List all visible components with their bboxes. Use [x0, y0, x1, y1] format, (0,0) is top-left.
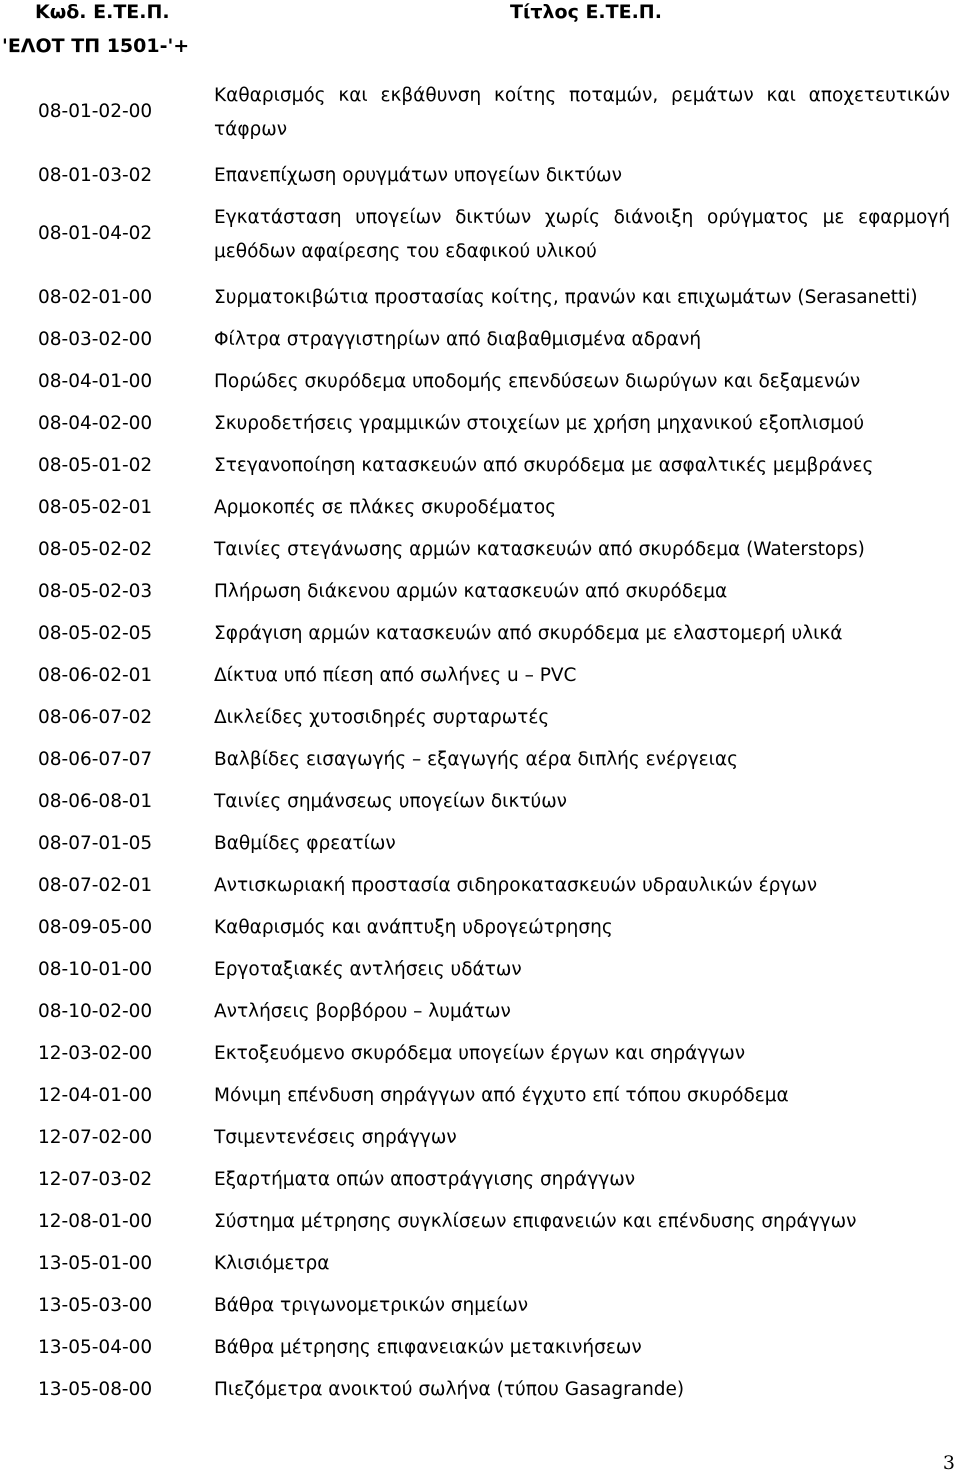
- table-row: [0, 953, 960, 995]
- table-row: [0, 1247, 960, 1289]
- spec-title: Βαλβίδες εισαγωγής – εξαγωγής αέρα διπλής ενέργειας: [214, 749, 738, 770]
- code-column-header: Κωδ. Ε.ΤΕ.Π.: [35, 1, 170, 23]
- spec-title: Καθαρισμός και εκβάθυνση κοίτης ποταμών, ρεμάτων και αποχετευτικών τάφρων: [214, 85, 950, 140]
- spec-code: 08-01-04-02: [38, 223, 153, 244]
- spec-code: 08-05-01-02: [38, 455, 153, 476]
- spec-code: 08-05-02-03: [38, 581, 153, 602]
- table-row: [0, 659, 960, 701]
- table-row: [0, 1205, 960, 1247]
- spec-title: Φίλτρα στραγγιστηρίων από διαβαθμισμένα αδρανή: [214, 329, 702, 350]
- spec-title: Αρμοκοπές σε πλάκες σκυροδέματος: [214, 497, 557, 518]
- spec-title: Επανεπίχωση ορυγμάτων υπογείων δικτύων: [214, 165, 623, 186]
- spec-title: Πλήρωση διάκενου αρμών κατασκευών από σκυρόδεμα: [214, 581, 728, 602]
- spec-table: [0, 79, 960, 1415]
- spec-code: 08-06-08-01: [38, 791, 153, 812]
- spec-code: 08-05-02-01: [38, 497, 153, 518]
- table-row: [0, 281, 960, 323]
- spec-title: Πορώδες σκυρόδεμα υποδομής επενδύσεων διωρύγων και δεξαμενών: [214, 371, 861, 392]
- table-row: [0, 533, 960, 575]
- spec-title: Αντισκωριακή προστασία σιδηροκατασκευών υδραυλικών έργων: [214, 875, 818, 896]
- spec-code: 08-10-01-00: [38, 959, 153, 980]
- table-row: [0, 743, 960, 785]
- table-row: [0, 827, 960, 869]
- table-row: [0, 701, 960, 743]
- spec-title: Καθαρισμός και ανάπτυξη υδρογεώτρησης: [214, 917, 613, 938]
- spec-title: Βάθρα τριγωνομετρικών σημείων: [214, 1295, 529, 1316]
- spec-code: 08-07-01-05: [38, 833, 153, 854]
- table-row: [0, 1121, 960, 1163]
- spec-code: 13-05-08-00: [38, 1379, 153, 1400]
- spec-code: 08-01-03-02: [38, 165, 153, 186]
- table-row: [0, 1373, 960, 1415]
- spec-code: 12-07-03-02: [38, 1169, 153, 1190]
- spec-code: 12-03-02-00: [38, 1043, 153, 1064]
- table-row: [0, 911, 960, 953]
- table-row: [0, 1289, 960, 1331]
- spec-code: 13-05-01-00: [38, 1253, 153, 1274]
- spec-code: 12-08-01-00: [38, 1211, 153, 1232]
- spec-code: 13-05-03-00: [38, 1295, 153, 1316]
- spec-code: 12-04-01-00: [38, 1085, 153, 1106]
- table-row: [0, 1037, 960, 1079]
- table-row: [0, 79, 960, 159]
- spec-title: Αντλήσεις βορβόρου – λυμάτων: [214, 1001, 511, 1022]
- spec-code: 13-05-04-00: [38, 1337, 153, 1358]
- standard-subheader: 'ΕΛΟΤ ΤΠ 1501-'+: [2, 35, 190, 57]
- spec-title: Δικλείδες χυτοσιδηρές συρταρωτές: [214, 707, 550, 728]
- spec-title: Σφράγιση αρμών κατασκευών από σκυρόδεμα με ελαστομερή υλικά: [214, 623, 843, 644]
- spec-title: Σύστημα μέτρησης συγκλίσεων επιφανειών και επένδυσης σηράγγων: [214, 1211, 857, 1232]
- spec-title: Πιεζόμετρα ανοικτού σωλήνα (τύπου Gasagrande): [214, 1379, 685, 1400]
- spec-title: Ταινίες σημάνσεως υπογείων δικτύων: [214, 791, 568, 812]
- spec-code: 08-05-02-02: [38, 539, 153, 560]
- table-header: [0, 0, 960, 72]
- spec-title: Μόνιμη επένδυση σηράγγων από έγχυτο επί τόπου σκυρόδεμα: [214, 1085, 789, 1106]
- spec-title: Στεγανοποίηση κατασκευών από σκυρόδεμα με ασφαλτικές μεμβράνες: [214, 455, 874, 476]
- spec-code: 08-04-02-00: [38, 413, 153, 434]
- table-row: [0, 365, 960, 407]
- table-row: [0, 1331, 960, 1373]
- spec-title: Συρματοκιβώτια προστασίας κοίτης, πρανών και επιχωμάτων (Serasanetti): [214, 287, 918, 308]
- spec-code: 08-06-07-02: [38, 707, 153, 728]
- spec-code: 08-07-02-01: [38, 875, 153, 896]
- spec-title: Σκυροδετήσεις γραμμικών στοιχείων με χρήση μηχανικού εξοπλισμού: [214, 413, 865, 434]
- table-row: [0, 407, 960, 449]
- spec-code: 12-07-02-00: [38, 1127, 153, 1148]
- table-row: [0, 617, 960, 659]
- spec-title: Εγκατάσταση υπογείων δικτύων χωρίς διάνοιξη ορύγματος με εφαρμογή μεθόδων αφαίρεσης του εδαφικού υλικού: [214, 207, 950, 262]
- spec-title: Βάθρα μέτρησης επιφανειακών μετακινήσεων: [214, 1337, 642, 1358]
- spec-code: 08-04-01-00: [38, 371, 153, 392]
- spec-title: Εργοταξιακές αντλήσεις υδάτων: [214, 959, 522, 980]
- page-number: 3: [942, 1452, 955, 1474]
- spec-code: 08-01-02-00: [38, 101, 153, 122]
- spec-title: Κλισιόμετρα: [214, 1253, 330, 1274]
- table-row: [0, 1163, 960, 1205]
- table-row: [0, 323, 960, 365]
- spec-code: 08-02-01-00: [38, 287, 153, 308]
- table-row: [0, 785, 960, 827]
- spec-title: Ταινίες στεγάνωσης αρμών κατασκευών από σκυρόδεμα (Waterstops): [214, 539, 865, 560]
- spec-code: 08-06-02-01: [38, 665, 153, 686]
- spec-code: 08-06-07-07: [38, 749, 153, 770]
- spec-title: Εκτοξευόμενο σκυρόδεμα υπογείων έργων και σηράγγων: [214, 1043, 746, 1064]
- spec-code: 08-10-02-00: [38, 1001, 153, 1022]
- table-row: [0, 159, 960, 201]
- table-row: [0, 869, 960, 911]
- table-row: [0, 995, 960, 1037]
- spec-code: 08-05-02-05: [38, 623, 153, 644]
- table-row: [0, 575, 960, 617]
- spec-title: Δίκτυα υπό πίεση από σωλήνες u – PVC: [214, 665, 577, 686]
- title-column-header: Τίτλος Ε.ΤΕ.Π.: [510, 1, 662, 23]
- spec-code: 08-09-05-00: [38, 917, 153, 938]
- table-row: [0, 201, 960, 281]
- spec-title: Εξαρτήματα οπών αποστράγγισης σηράγγων: [214, 1169, 636, 1190]
- table-row: [0, 491, 960, 533]
- table-row: [0, 449, 960, 491]
- table-row: [0, 1079, 960, 1121]
- spec-code: 08-03-02-00: [38, 329, 153, 350]
- spec-title: Τσιμεντενέσεις σηράγγων: [214, 1127, 457, 1148]
- spec-title: Βαθμίδες φρεατίων: [214, 833, 396, 854]
